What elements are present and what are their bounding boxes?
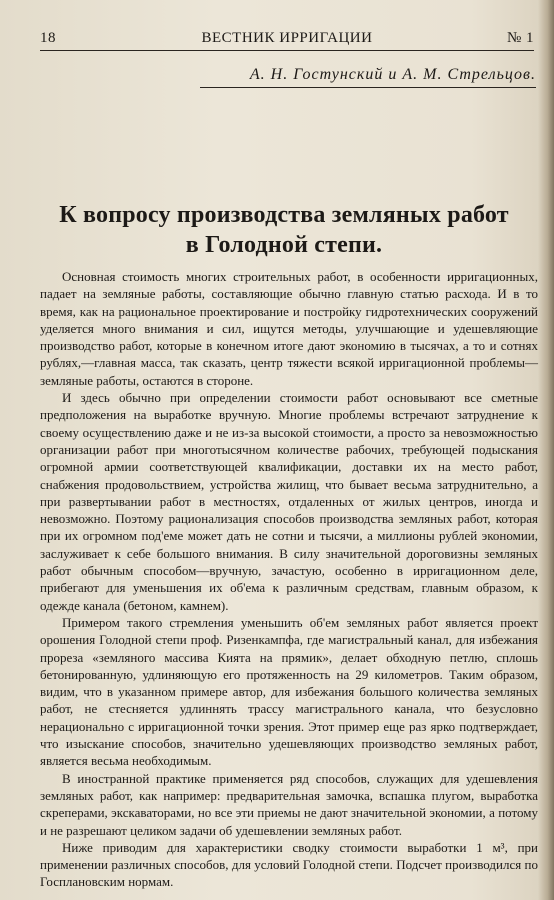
running-header xyxy=(40,30,534,52)
paragraph: Примером такого стремления уменьшить об'ем земляных работ является проект орошения Голодной степи проф. Ризенкампфа, где магистральный канал, для избежания прореза «земляного массива Кията на прямик», делает обходную петлю, сплошь бетонированную, удлиняющую его протяженность на 29 километров. Таким образом, видим, что в указанном примере автор, для избежания большого количества земляных работ, не стесняется удлиннять трассу магистрального канала, что безусловно нерационально с ирригационной точки зрения. Этот пример еще раз ярко подтверждает, что изыскание способов, значительно удешевляющих производство земляных работ, является весьма необходимым. xyxy=(40,614,538,769)
page-binding-shadow xyxy=(538,0,554,900)
paragraph: Основная стоимость многих строительных работ, в особенности ирригационных, падает на земляные работы, составляющие обычно главную статью расхода. И в то время, как на рациональное проектирование и постройку гидротехнических сооружений уделяется много внимания и сил, ищутся методы, улучшающие и удешевляющие производство работ, которые в конечном итоге дают экономию в тысячах, а то и сотнях рублях,—главная масса, так сказать, центр тяжести всякой ирригационной проблемы—земляные работы, остаются в стороне. xyxy=(40,269,538,388)
journal-title: ВЕСТНИК ИРРИГАЦИИ xyxy=(201,30,373,46)
header-rule xyxy=(40,50,534,51)
article-body xyxy=(40,268,538,891)
article-title xyxy=(30,200,538,260)
article-title-line-1: К вопросу производства земляных работ xyxy=(59,202,509,228)
issue-number: № 1 xyxy=(506,30,534,46)
page-number: 18 xyxy=(40,30,56,46)
paragraph: В иностранной практике применяется ряд способов, служащих для удешевления земляных работ, как например: предварительная замочка, вспашка плугом, выработка скреперами, экскаваторами, но все эти приемы не дают значительной экономии, а потому и не разрешают целиком задачи об удешевлении земляных работ. xyxy=(40,770,538,838)
paragraph: И здесь обычно при определении стоимости работ основывают все сметные предположения на выработке вручную. Многие проблемы встречают затруднение к своему осуществлению даже и не из-за высокой стоимости, а просто за невозможностью организации работ при многотысячном количестве рабочих, требующей подыскания огромной армии соответствующей квалификации, доставки их на место работ, снабжения продовольствием, устройства жилищ, что бывает весьма затруднительно, а при развертывании работ в местностях, отдаленных от жилых центров, иногда и невозможно. Поэтому рационализация способов производства земляных работ, которая при их огромном под'еме может дать не сотни и тысячи, а миллионы рублей экономии, заслуживает к себе большого внимания. В силу значительной дороговизны земляных работ обычным способом—вручную, зачастую, особенно в ирригационном деле, прибегают для уменьшения их об'ема к различным средствам, главным образом, к одежде канала (бетоном, камнем). xyxy=(40,390,538,613)
paragraph: Ниже приводим для характеристики сводку стоимости выработки 1 м³, при применении различных способов, для условий Голодной степи. Подсчет производился по Госплановским нормам. xyxy=(40,839,538,890)
article-authors: А. Н. Гостунский и А. М. Стрельцов. xyxy=(200,66,536,88)
article-title-line-2: в Голодной степи. xyxy=(185,232,383,258)
